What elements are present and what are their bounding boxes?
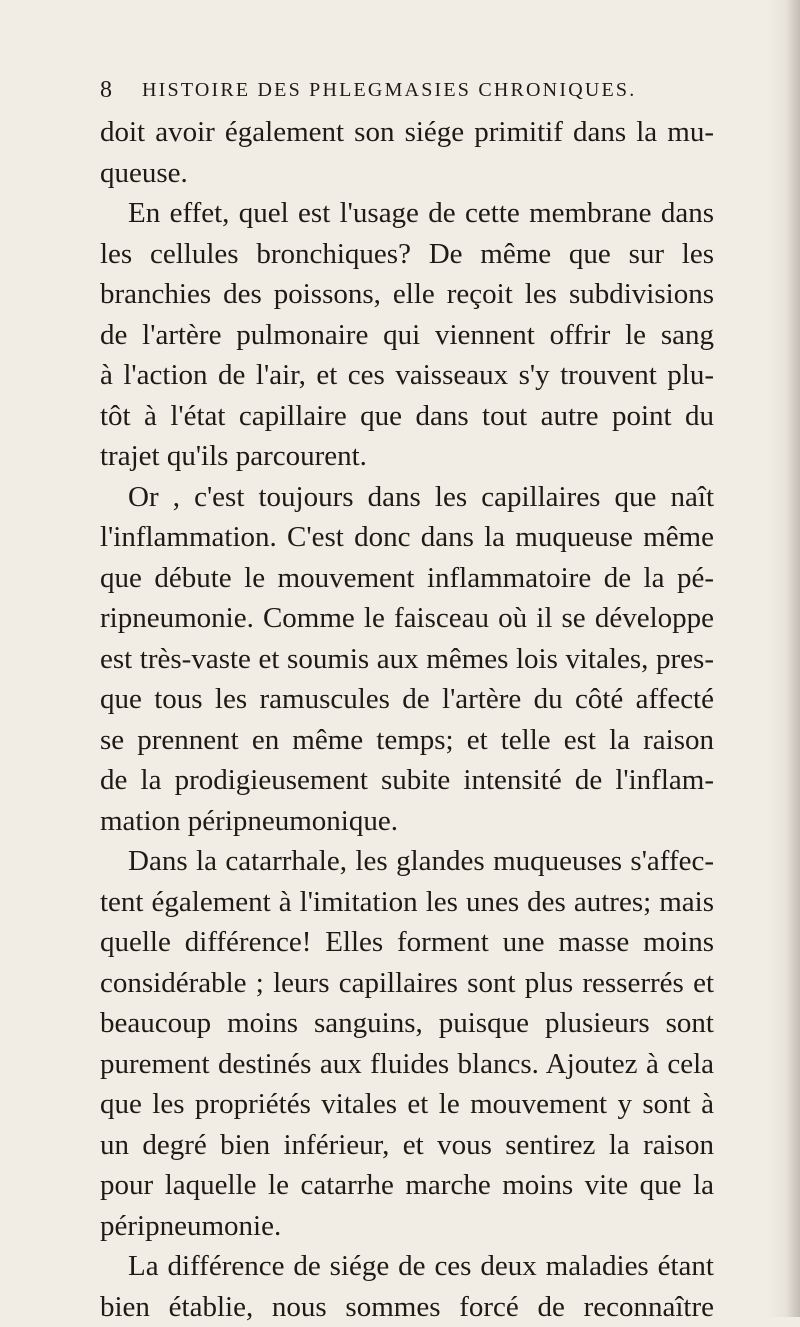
text-line: un degré bien inférieur, et vous sentirez la raison <box>100 1125 714 1166</box>
page-number: 8 <box>100 70 112 110</box>
text-line: beaucoup moins sanguins, puisque plusieurs sont <box>100 1003 714 1044</box>
paragraph-start-line: La différence de siége de ces deux maladies étant <box>100 1246 714 1287</box>
text-line: branchies des poissons, elle reçoit les subdivisions <box>100 274 714 315</box>
text-line: tôt à l'état capillaire que dans tout autre point du <box>100 396 714 437</box>
text-line: de la prodigieusement subite intensité de l'inflam- <box>100 760 714 801</box>
text-line: trajet qu'ils parcourent. <box>100 436 714 477</box>
text-line: bien établie, nous sommes forcé de reconnaître <box>100 1287 714 1327</box>
text-line: considérable ; leurs capillaires sont plus resserrés et <box>100 963 714 1004</box>
text-line: à l'action de l'air, et ces vaisseaux s'y trouvent plu- <box>100 355 714 396</box>
text-line: est très-vaste et soumis aux mêmes lois vitales, pres- <box>100 639 714 680</box>
page-header <box>100 70 720 110</box>
body-text <box>100 112 714 1327</box>
text-line: de l'artère pulmonaire qui viennent offrir le sang <box>100 315 714 356</box>
text-line: que les propriétés vitales et le mouvement y sont à <box>100 1084 714 1125</box>
paragraph-start-line: Dans la catarrhale, les glandes muqueuses s'affec- <box>100 841 714 882</box>
text-line: doit avoir également son siége primitif dans la mu- <box>100 112 714 153</box>
running-title: HISTOIRE DES PHLEGMASIES CHRONIQUES. <box>142 70 636 110</box>
text-line: ripneumonie. Comme le faisceau où il se développe <box>100 598 714 639</box>
text-line: purement destinés aux fluides blancs. Ajoutez à cela <box>100 1044 714 1085</box>
text-line: quelle différence! Elles forment une masse moins <box>100 922 714 963</box>
text-line: péripneumonie. <box>100 1206 714 1247</box>
text-line: se prennent en même temps; et telle est la raison <box>100 720 714 761</box>
text-line: tent également à l'imitation les unes des autres; mais <box>100 882 714 923</box>
text-line: l'inflammation. C'est donc dans la muqueuse même <box>100 517 714 558</box>
text-line: pour laquelle le catarrhe marche moins vite que la <box>100 1165 714 1206</box>
paragraph-start-line: En effet, quel est l'usage de cette membrane dans <box>100 193 714 234</box>
page-edge-shadow <box>786 0 800 1317</box>
text-line: les cellules bronchiques? De même que sur les <box>100 234 714 275</box>
text-line: mation péripneumonique. <box>100 801 714 842</box>
text-line: que tous les ramuscules de l'artère du côté affecté <box>100 679 714 720</box>
text-line: queuse. <box>100 153 714 194</box>
paragraph-start-line: Or , c'est toujours dans les capillaires que naît <box>100 477 714 518</box>
text-line: que débute le mouvement inflammatoire de la pé- <box>100 558 714 599</box>
